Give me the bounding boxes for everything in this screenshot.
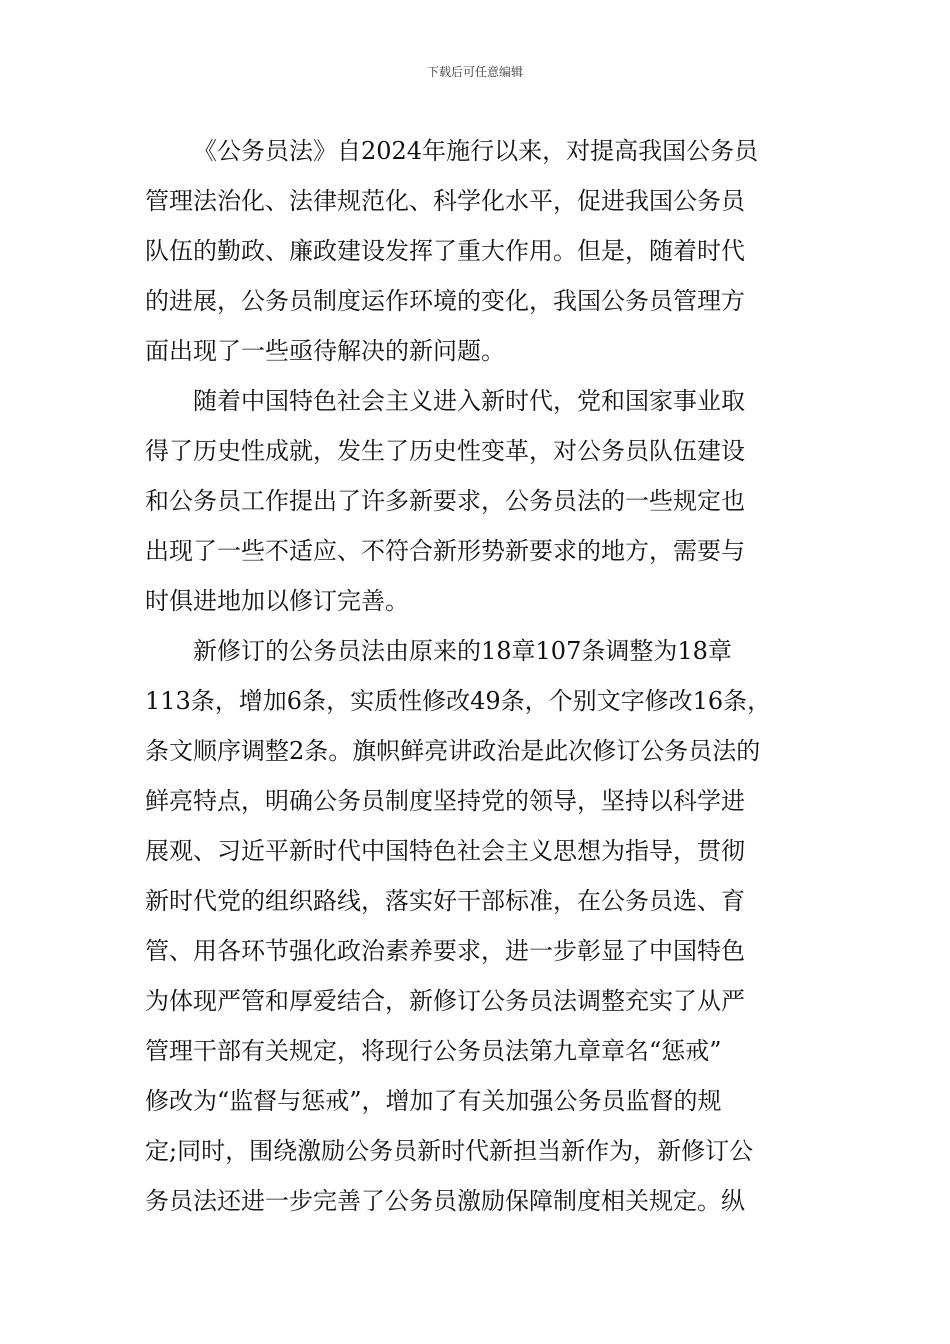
document-body — [145, 126, 817, 1226]
text-line: 新时代党的组织路线，落实好干部标准，在公务员选、育 — [145, 887, 745, 915]
text-line: 113条，增加6条，实质性修改49条，个别文字修改16条， — [145, 687, 772, 715]
text-line: 为体现严管和厚爱结合，新修订公务员法调整充实了从严 — [145, 987, 745, 1015]
text-line: 面出现了一些亟待解决的新问题。 — [145, 337, 505, 365]
text-line: 管理干部有关规定，将现行公务员法第九章章名“惩戒” — [145, 1037, 722, 1065]
text-line: 和公务员工作提出了许多新要求，公务员法的一些规定也 — [145, 487, 745, 515]
page-header: 下载后可任意编辑 — [426, 65, 523, 79]
text-line: 的进展，公务员制度运作环境的变化，我国公务员管理方 — [145, 287, 745, 315]
paragraph-1 — [145, 126, 817, 376]
paragraph-2 — [145, 376, 817, 626]
text-line: 条文顺序调整2条。旗帜鲜亮讲政治是此次修订公务员法的 — [145, 737, 761, 765]
text-line: 管、用各环节强化政治素养要求，进一步彰显了中国特色 — [145, 937, 745, 965]
text-line: 展观、习近平新时代中国特色社会主义思想为指导，贯彻 — [145, 837, 745, 865]
text-line: 鲜亮特点，明确公务员制度坚持党的领导，坚持以科学进 — [145, 787, 745, 815]
text-line: 队伍的勤政、廉政建设发挥了重大作用。但是，随着时代 — [145, 237, 745, 265]
paragraph-3 — [145, 626, 817, 1226]
text-line: 《公务员法》自2024年施行以来，对提高我国公务员 — [193, 137, 759, 165]
text-line: 务员法还进一步完善了公务员激励保障制度相关规定。纵 — [145, 1187, 745, 1215]
text-line: 出现了一些不适应、不符合新形势新要求的地方，需要与 — [145, 537, 745, 565]
text-line: 新修订的公务员法由原来的18章107条调整为18章 — [193, 637, 732, 665]
text-line: 修改为“监督与惩戒”，增加了有关加强公务员监督的规 — [145, 1087, 722, 1115]
text-line: 定;同时，围绕激励公务员新时代新担当新作为，新修订公 — [145, 1137, 754, 1165]
text-line: 得了历史性成就，发生了历史性变革，对公务员队伍建设 — [145, 437, 745, 465]
text-line: 随着中国特色社会主义进入新时代，党和国家事业取 — [193, 387, 745, 415]
text-line: 时俱进地加以修订完善。 — [145, 587, 409, 615]
text-line: 管理法治化、法律规范化、科学化水平，促进我国公务员 — [145, 187, 745, 215]
